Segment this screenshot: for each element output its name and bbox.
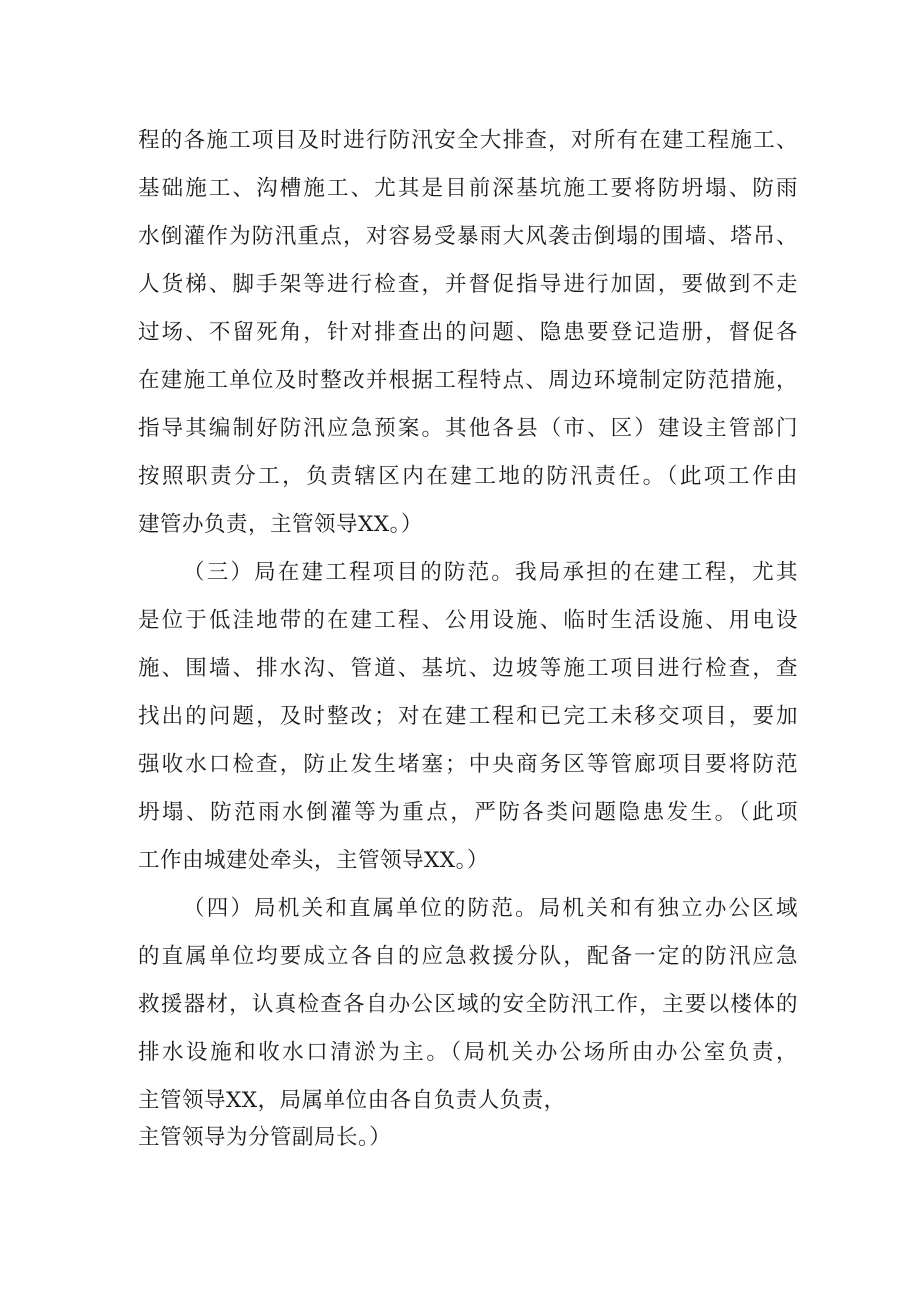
text-line: 人货梯、脚手架等进行检查，并督促指导进行加固，要做到不走	[138, 272, 798, 297]
text-line: 指导其编制好防汛应急预案。其他各县（市、区）建设主管部门	[138, 416, 798, 441]
text-line: 施、围墙、排水沟、管道、基坑、边坡等施工项目进行检查，查	[138, 656, 798, 681]
text-line: 排水设施和收水口清淤为主。（局机关办公场所由办公室负责，	[138, 1040, 798, 1065]
text-line: 按照职责分工，负责辖区内在建工地的防汛责任。（此项工作由	[138, 464, 798, 489]
section-heading-line: （三）局在建工程项目的防范。我局承担的在建工程，尤其	[183, 560, 798, 585]
text-line: 基础施工、沟槽施工、尤其是目前深基坑施工要将防坍塌、防雨	[138, 176, 798, 201]
text-line: 过场、不留死角，针对排查出的问题、隐患要登记造册，督促各	[138, 320, 798, 345]
text-line: 水倒灌作为防汛重点，对容易受暴雨大风袭击倒塌的围墙、塔吊、	[138, 224, 798, 249]
text-line: 是位于低洼地带的在建工程、公用设施、临时生活设施、用电设	[138, 608, 798, 633]
text-line: 程的各施工项目及时进行防汛安全大排查，对所有在建工程施工、	[138, 128, 798, 153]
text-line: 强收水口检查，防止发生堵塞；中央商务区等管廊项目要将防范	[138, 752, 798, 777]
text-line: 坍塌、防范雨水倒灌等为重点，严防各类问题隐患发生。（此项	[138, 800, 798, 825]
text-line: 救援器材，认真检查各自办公区域的安全防汛工作，主要以楼体的	[138, 992, 798, 1017]
text-line: 的直属单位均要成立各自的应急救援分队，配备一定的防汛应急	[138, 944, 798, 969]
text-line: 找出的问题，及时整改；对在建工程和已完工未移交项目，要加	[138, 704, 798, 729]
text-line: 工作由城建处牵头，主管领导XX。）	[138, 848, 489, 873]
text-line: 建管办负责，主管领导XX。）	[138, 512, 423, 537]
section-heading-line: （四）局机关和直属单位的防范。局机关和有独立办公区域	[183, 896, 798, 921]
text-line: 主管领导为分管副局长。）	[138, 1125, 392, 1150]
text-line: 主管领导XX，局属单位由各自负责人负责，	[138, 1088, 566, 1113]
text-line: 在建施工单位及时整改并根据工程特点、周边环境制定防范措施，	[138, 368, 798, 393]
